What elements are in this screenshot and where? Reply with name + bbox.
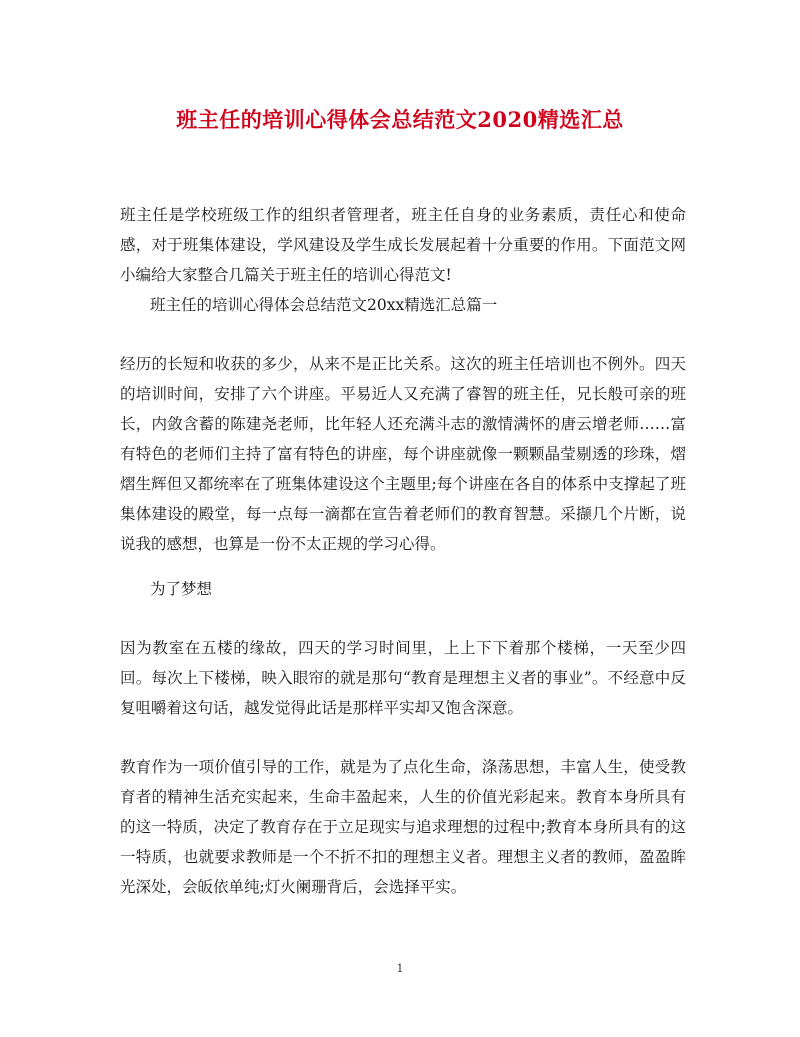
page-number: 1 <box>396 962 404 975</box>
intro-paragraph: 班主任是学校班级工作的组织者管理者，班主任自身的业务素质，责任心和使命感，对于班集体建设，学风建设及学生成长发展起着十分重要的作用。下面范文网小编给大家整合几篇关于班主任的培训心得范文! <box>120 206 686 284</box>
paragraph-1: 经历的长短和收获的多少，从来不是正比关系。这次的班主任培训也不例外。四天的培训时间，安排了六个讲座。平易近人又充满了睿智的班主任，兄长般可亲的班长，内敛含蓄的陈建尧老师，比年轻人还充满斗志的激情满怀的唐云增老师……富有特色的老师们主持了富有特色的讲座，每个讲座就像一颗颗晶莹剔透的珍珠，熠熠生辉但又都统率在了班集体建设这个主题里;每个讲座在各自的体系中支撑起了班集体建设的殿堂，每一点每一滴都在宣告着老师们的教育智慧。采撷几个片断，说说我的感想，也算是一份不太正规的学习心得。 <box>120 355 686 553</box>
paragraph-3: 教育作为一项价值引导的工作，就是为了点化生命，涤荡思想，丰富人生，使受教育者的精神生活充实起来，生命丰盈起来，人生的价值光彩起来。教育本身所具有的这一特质，决定了教育存在于立足现实与追求理想的过程中;教育本身所具有的这一特质，也就要求教师是一个不折不扣的理想主义者。理想主义者的教师，盈盈眸光深处，会皈依单纯;灯火阑珊背后，会选择平实。 <box>120 758 686 896</box>
subheading: 为了梦想 <box>150 580 213 598</box>
paragraph-2: 因为教室在五楼的缘故，四天的学习时间里，上上下下着那个楼梯，一天至少四回。每次上下楼梯，映入眼帘的就是那句“教育是理想主义者的事业”。不经意中反复咀嚼着这句话，越发觉得此话是那样平实却又饱含深意。 <box>120 639 686 717</box>
document-title: 班主任的培训心得体会总结范文2020精选汇总 <box>176 107 624 132</box>
section-heading: 班主任的培训心得体会总结范文20xx精选汇总篇一 <box>150 296 498 314</box>
